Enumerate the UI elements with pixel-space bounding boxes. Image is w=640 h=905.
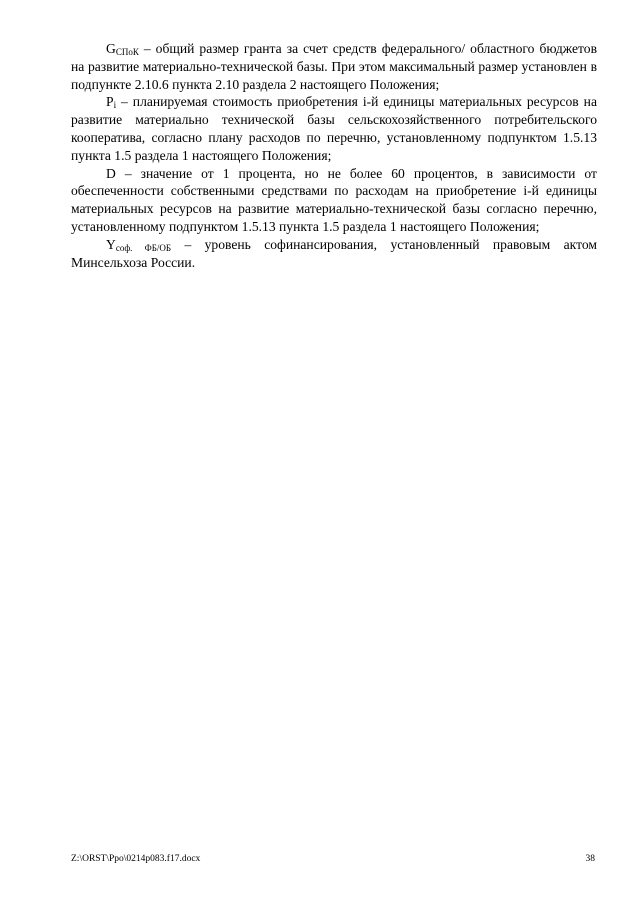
footer-page-number: 38 — [585, 854, 595, 864]
paragraph-text: – общий размер гранта за счет средств федерального/ областного бюджетов на развитие материально-технической базы. При этом максимальный размер установлен в подпункте 2.10.6 пункта 2.10 раздела 2 настоящего Положения; — [71, 41, 597, 92]
subscript-spok: СПоК — [115, 47, 139, 57]
paragraph-d-definition — [71, 165, 597, 236]
paragraph-ysof-definition — [71, 236, 597, 272]
document-body — [71, 40, 597, 271]
paragraph-text: – уровень софинансирования, установленный правовым актом Минсельхоза России. — [71, 236, 597, 270]
subscript-i: i — [113, 100, 117, 111]
paragraph-text: – значение от 1 процента, но не более 60 процентов, в зависимости от обеспеченности собственными средствами по расходам на приобретение i-й единицы материальных ресурсов на развитие материально-технической базы согласно перечню, установленному подпунктом 1.5.13 пункта 1.5 раздела 1 настоящего Положения; — [71, 165, 597, 234]
symbol-p: P — [106, 94, 114, 110]
symbol-y: Y — [106, 236, 116, 252]
paragraph-gspok-definition — [71, 40, 597, 93]
footer-file-path: Z:\ORST\Ppo\0214p083.f17.docx — [71, 854, 201, 864]
subscript-sof-fb-ob: соф. ФБ/ОБ — [115, 242, 172, 253]
symbol-d: D — [106, 165, 116, 181]
symbol-g: G — [106, 41, 116, 56]
paragraph-text: – планируемая стоимость приобретения i-й единицы материальных ресурсов на развитие материально технической базы сельскохозяйственного потребительского кооператива, согласно плану расходов по перечню, установленному подпунктом 1.5.13 пункта 1.5 раздела 1 настоящего Положения; — [71, 94, 597, 163]
paragraph-pi-definition — [71, 93, 597, 164]
